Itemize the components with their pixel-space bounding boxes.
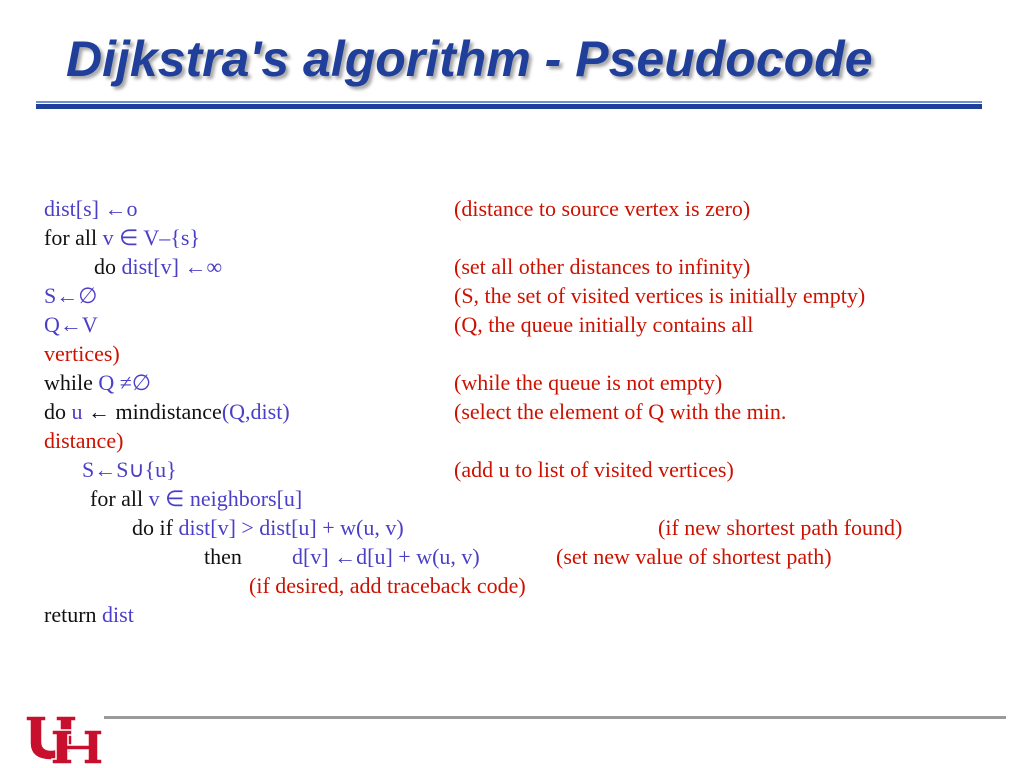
comment-text: (add u to list of visited vertices) [454,457,734,482]
comment-text: (if new shortest path found) [658,515,903,540]
comment-text: vertices) [44,341,120,366]
code-line-3 [94,252,222,281]
keyword-text: return [44,602,103,627]
uh-logo-icon [22,712,104,768]
comment-text: distance) [44,428,124,453]
comment-text: (select the element of Q with the min. [454,399,787,424]
comment-line-6 [454,368,722,397]
comment-line-3 [454,252,750,281]
comment-line-8 [454,455,734,484]
code-text: d[v] ←d[u] + w(u, v) [292,544,480,569]
code-text: Q←V [44,312,98,337]
keyword-text: then [204,544,242,569]
code-line-6 [44,368,151,397]
footer-divider [104,716,1006,719]
code-text: dist[v] > dist[u] + w(u, v) [178,515,404,540]
code-line-9 [90,484,302,513]
code-line-11 [292,542,480,571]
code-line-7 [44,397,290,426]
keyword-text: ← mindistance [82,399,222,424]
code-text: S←∅ [44,283,98,308]
comment-line-11 [556,542,832,571]
comment-line-7 [454,397,786,426]
comment-line-10 [658,513,902,542]
comment-line-5-cont [44,339,120,368]
code-text: v ∈ neighbors[u] [148,486,303,511]
comment-text: (set all other distances to infinity) [454,254,751,279]
code-text: dist [102,602,134,627]
code-text: dist[v] ←∞ [121,254,223,279]
code-line-11-keyword [204,542,242,571]
code-text: u [71,399,83,424]
code-line-4 [44,281,97,310]
keyword-text: for all [90,486,149,511]
comment-line-5 [454,310,753,339]
code-text: v ∈ V–{s} [102,225,200,250]
code-text: (Q,dist) [221,399,290,424]
code-line-5 [44,310,98,339]
code-line-13 [44,600,134,629]
code-line-10 [132,513,404,542]
code-line-8 [82,455,177,484]
comment-text: (set new value of shortest path) [556,544,832,569]
code-line-2 [44,223,200,252]
code-text: Q ≠∅ [98,370,152,395]
comment-line-1 [454,194,750,223]
keyword-text: do if [132,515,179,540]
comment-text: (Q, the queue initially contains all [454,312,754,337]
comment-line-7-cont [44,426,123,455]
keyword-text: while [44,370,99,395]
comment-text: (if desired, add traceback code) [249,573,526,598]
comment-text: (S, the set of visited vertices is initially empty) [454,283,866,308]
keyword-text: do [44,399,72,424]
code-text: S←S∪{u} [82,457,177,482]
keyword-text: for all [44,225,103,250]
code-line-1 [44,194,138,223]
comment-line-12 [249,571,526,600]
comment-text: (distance to source vertex is zero) [454,196,751,221]
slide-title: Dijkstra's algorithm - Pseudocode [66,31,873,87]
code-text: dist[s] ←o [44,196,138,221]
comment-line-4 [454,281,865,310]
keyword-text: do [94,254,122,279]
comment-text: (while the queue is not empty) [454,370,723,395]
